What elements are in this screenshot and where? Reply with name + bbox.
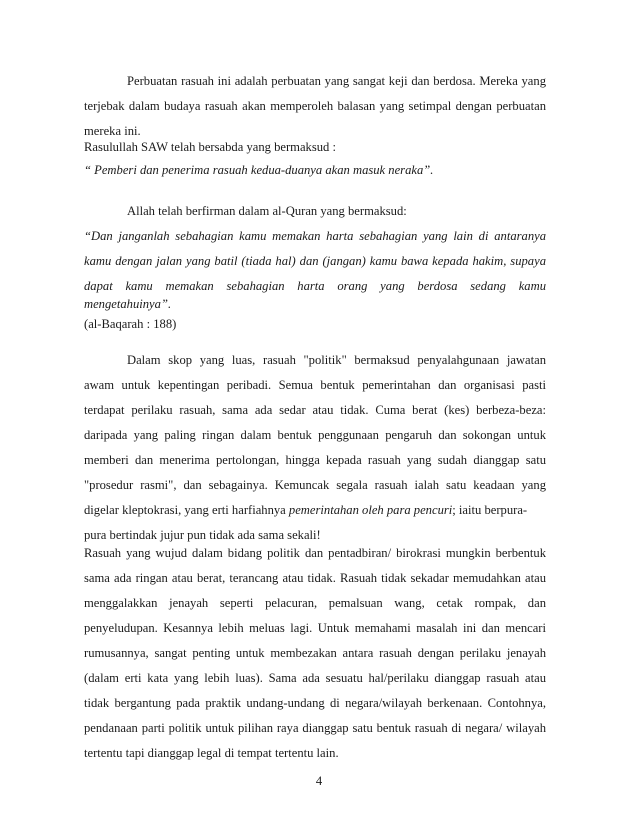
paragraph-2-line-7 bbox=[84, 502, 546, 518]
quran-quote-line-3: dapat kamu memakan sebahagian harta orang yang berdosa sedang kamu bbox=[84, 279, 546, 293]
paragraph-3-line-5: rumusannya, sangat penting untuk membezakan antara rasuah dengan perilaku jenayah bbox=[84, 646, 546, 660]
hadith-quote: “ Pemberi dan penerima rasuah kedua-duanya akan masuk neraka”. bbox=[84, 163, 434, 177]
paragraph-3-line-7: tidak bergantung pada praktik undang-undang di negara/wilayah berkenaan. Contohnya, bbox=[84, 696, 546, 710]
hadith-intro: Rasulullah SAW telah bersabda yang bermaksud : bbox=[84, 140, 336, 154]
paragraph-3-line-2: sama ada ringan atau berat, terancang atau tidak. Rasuah tidak sekadar memudahkan atau bbox=[84, 571, 546, 585]
paragraph-2-line-7-italic: pemerintahan oleh para pencuri bbox=[288, 503, 453, 517]
paragraph-2-line-1: Dalam skop yang luas, rasuah "politik" bermaksud penyalahgunaan jawatan bbox=[127, 353, 546, 367]
paragraph-3-line-1: Rasuah yang wujud dalam bidang politik dan pentadbiran/ birokrasi mungkin berbentuk bbox=[84, 546, 546, 560]
paragraph-1-line-2: terjebak dalam budaya rasuah akan memperoleh balasan yang setimpal dengan perbuatan bbox=[84, 99, 546, 113]
paragraph-1-line-1: Perbuatan rasuah ini adalah perbuatan yang sangat keji dan berdosa. Mereka yang bbox=[127, 74, 546, 88]
page-number: 4 bbox=[315, 774, 323, 788]
paragraph-3-line-8: pendanaan parti politik untuk pilihan raya dianggap satu bentuk rasuah di negara/ wilayah bbox=[84, 721, 546, 735]
paragraph-3-line-9: tertentu tapi dianggap legal di tempat tertentu lain. bbox=[84, 746, 339, 760]
paragraph-3-line-4: penyeludupan. Kesannya lebih meluas lagi. Untuk memahami masalah ini dan mencari bbox=[84, 621, 546, 635]
quran-intro: Allah telah berfirman dalam al-Quran yang bermaksud: bbox=[127, 204, 407, 218]
paragraph-2-line-4: daripada yang paling ringan dalam bentuk penggunaan pengaruh dan sokongan untuk bbox=[84, 428, 546, 442]
paragraph-2-line-5: memberi dan menerima pertolongan, hingga kepada rasuah yang sudah dianggap satu bbox=[84, 453, 546, 467]
paragraph-2-line-7-end: ; iaitu berpura- bbox=[452, 503, 528, 517]
paragraph-3-line-3: menggalakkan jenayah seperti pelacuran, pemalsuan wang, cetak rompak, dan bbox=[84, 596, 546, 610]
paragraph-3-line-6: (dalam erti kata yang lebih luas). Sama ada sesuatu hal/perilaku dianggap rasuah atau bbox=[84, 671, 546, 685]
paragraph-2-line-6: "prosedur rasmi", dan sebagainya. Kemuncak segala rasuah ialah satu keadaan yang bbox=[84, 478, 546, 492]
quran-reference: (al-Baqarah : 188) bbox=[84, 317, 177, 331]
paragraph-2-line-3: terdapat perilaku rasuah, sama ada sedar atau tidak. Cuma berat (kes) berbeza-beza: bbox=[84, 403, 546, 417]
paragraph-2-line-2: awam untuk kepentingan peribadi. Semua bentuk pemerintahan dan organisasi pasti bbox=[84, 378, 546, 392]
quran-quote-line-4: mengetahuinya”. bbox=[84, 297, 172, 311]
quran-quote-line-1: “Dan janganlah sebahagian kamu memakan harta sebahagian yang lain di antaranya bbox=[84, 229, 546, 243]
paragraph-2-line-8: pura bertindak jujur pun tidak ada sama sekali! bbox=[84, 528, 321, 542]
paragraph-1-line-3: mereka ini. bbox=[84, 124, 141, 138]
paragraph-2-line-7-start: digelar kleptokrasi, yang erti harfiahnya bbox=[84, 503, 289, 517]
quran-quote-line-2: kamu dengan jalan yang batil (tiada hal) dan (jangan) kamu bawa kepada hakim, supaya bbox=[84, 254, 546, 268]
